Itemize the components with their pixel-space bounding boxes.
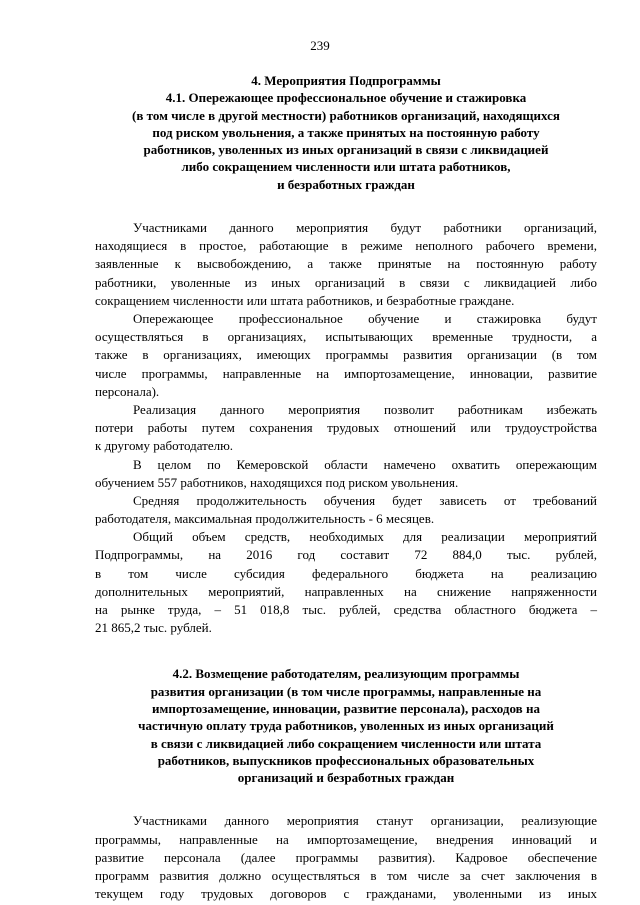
text-line: находящиеся в простое, работающие в режиме неполного рабочего времени,: [95, 238, 597, 254]
text-line: программы, направленные на импортозамещение, внедрения инноваций и: [95, 831, 597, 847]
text-line: дополнительных мероприятий, направленных на снижение напряженности: [95, 583, 597, 599]
text-line: на рынке труда, – 51 018,8 тыс. рублей, средства областного бюджета –: [95, 602, 597, 618]
heading-line: под риском увольнения, а также принятых на постоянную работу: [152, 124, 540, 140]
text-line: персонала).: [95, 383, 160, 399]
text-line: осуществляться в организациях, испытывающих временные трудности, а: [95, 329, 597, 345]
heading-line: 4.1. Опережающее профессиональное обучение и стажировка: [165, 90, 527, 106]
section-title: 4. Мероприятия Подпрограммы: [251, 73, 441, 88]
page-content: [95, 72, 597, 903]
text-line: программ развития должно осуществляться в том числе за счет заключения в: [95, 868, 597, 884]
page-number: 239: [310, 38, 330, 53]
text-line: 21 865,2 тыс. рублей.: [95, 620, 212, 636]
paragraph: [95, 310, 597, 401]
paragraph: [95, 401, 597, 456]
heading-line: работников, выпускников профессиональных образовательных: [157, 752, 535, 768]
text-line: работодателя, максимальная продолжительность - 6 месяцев.: [95, 511, 435, 527]
text-line: Реализация данного мероприятия позволит работникам избежать: [133, 401, 597, 417]
heading-line: импортозамещение, инновации, развитие персонала), расходов на: [152, 700, 540, 716]
text-line: сокращением численности или штата работников, и безработные граждане.: [95, 292, 515, 308]
heading-line: организаций и безработных граждан: [237, 770, 455, 786]
heading-line: либо сокращением численности или штата работников,: [181, 159, 511, 175]
text-line: Средняя продолжительность обучения будет зависеть от требований: [133, 492, 597, 508]
subsection-4-2-title: [95, 665, 597, 786]
paragraph: [95, 528, 597, 637]
heading-line: работников, уволенных из иных организаций в связи с ликвидацией: [143, 142, 549, 158]
paragraph: [95, 456, 597, 492]
text-line: В целом по Кемеровской области намечено охватить опережающим: [133, 456, 597, 472]
text-line: также в организациях, имеющих программы развития организации (в том: [95, 347, 597, 363]
text-line: развитие персонала (далее программы развития). Кадровое обеспечение: [95, 849, 597, 865]
text-line: Опережающее профессиональное обучение и стажировка будут: [133, 311, 597, 327]
paragraph: [95, 492, 597, 528]
text-line: Участниками данного мероприятия будут работники организаций,: [133, 220, 597, 236]
text-line: Участниками данного мероприятия станут организации, реализующие: [133, 813, 597, 829]
text-line: к другому работодателю.: [95, 438, 234, 454]
heading-line: частичную оплату труда работников, уволенных из иных организаций: [138, 718, 554, 734]
text-line: Подпрограммы, на 2016 год составит 72 884,0 тыс. рублей,: [95, 547, 597, 563]
text-line: обучением 557 работников, находящихся под риском увольнения.: [95, 474, 459, 490]
paragraph: [95, 812, 597, 903]
subsection-4-2-body: [95, 812, 597, 903]
paragraph: [95, 219, 597, 310]
section-heading: [95, 72, 597, 193]
text-line: Общий объем средств, необходимых для реализации мероприятий: [133, 529, 597, 545]
text-line: в том числе субсидия федерального бюджета на реализацию: [95, 565, 597, 581]
heading-line: развития организации (в том числе программы, направленные на: [150, 683, 542, 699]
text-line: числе программы, направленные на импортозамещение, инновации, развитие: [95, 365, 597, 381]
subsection-4-1-body: [95, 219, 597, 637]
subsection-4-1-title: [95, 89, 597, 193]
text-line: заявленные к высвобождению, а также принятые на постоянную работу: [95, 256, 597, 272]
heading-line: и безработных граждан: [277, 176, 415, 192]
text-line: работники, уволенные из иных организаций в связи с ликвидацией либо: [95, 274, 597, 290]
heading-line: в связи с ликвидацией либо сокращением численности или штата: [150, 735, 542, 751]
text-line: текущем году трудовых договоров с гражданами, уволенными из иных: [95, 886, 597, 902]
heading-line: (в том числе в другой местности) работников организаций, находящихся: [132, 107, 560, 123]
text-line: потери работы путем сохранения трудовых отношений или трудоустройства: [95, 420, 597, 436]
heading-line: 4.2. Возмещение работодателям, реализующим программы: [172, 666, 520, 682]
